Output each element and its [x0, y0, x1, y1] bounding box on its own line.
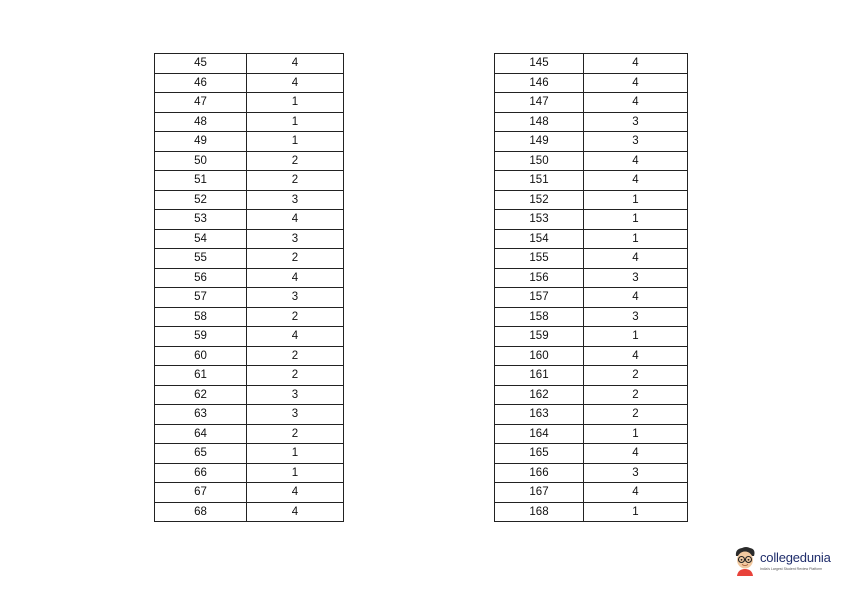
table-row: [495, 444, 688, 464]
question-number-cell: 46: [155, 73, 247, 93]
question-number-cell: 61: [155, 366, 247, 386]
answer-option-cell: 4: [584, 171, 688, 191]
question-number-cell: 162: [495, 385, 584, 405]
table-row: [495, 151, 688, 171]
answer-option-cell: 2: [584, 385, 688, 405]
question-number-cell: 166: [495, 463, 584, 483]
question-number-cell: 159: [495, 327, 584, 347]
table-row: [155, 366, 344, 386]
table-row: [155, 171, 344, 191]
question-number-cell: 161: [495, 366, 584, 386]
table-row: [495, 171, 688, 191]
answer-option-cell: 3: [247, 190, 344, 210]
question-number-cell: 160: [495, 346, 584, 366]
question-number-cell: 55: [155, 249, 247, 269]
answer-option-cell: 4: [584, 483, 688, 503]
table-row: [155, 268, 344, 288]
answer-option-cell: 1: [247, 444, 344, 464]
table-row: [155, 463, 344, 483]
answer-key-table-right: [494, 53, 688, 522]
table-row: [495, 307, 688, 327]
question-number-cell: 149: [495, 132, 584, 152]
table-row: [155, 385, 344, 405]
table-row: [495, 249, 688, 269]
answer-option-cell: 3: [584, 463, 688, 483]
question-number-cell: 45: [155, 54, 247, 74]
answer-option-cell: 3: [584, 132, 688, 152]
answer-option-cell: 1: [584, 229, 688, 249]
table-row: [495, 268, 688, 288]
answer-option-cell: 1: [584, 502, 688, 522]
question-number-cell: 147: [495, 93, 584, 113]
question-number-cell: 58: [155, 307, 247, 327]
table-row: [495, 93, 688, 113]
question-number-cell: 63: [155, 405, 247, 425]
answer-option-cell: 4: [584, 93, 688, 113]
question-number-cell: 153: [495, 210, 584, 230]
question-number-cell: 146: [495, 73, 584, 93]
table-row: [155, 483, 344, 503]
table-row: [155, 210, 344, 230]
table-row: [155, 327, 344, 347]
answer-option-cell: 4: [584, 346, 688, 366]
question-number-cell: 60: [155, 346, 247, 366]
answer-option-cell: 3: [247, 288, 344, 308]
table-row: [495, 346, 688, 366]
table-row: [155, 288, 344, 308]
table-row: [155, 112, 344, 132]
question-number-cell: 57: [155, 288, 247, 308]
question-number-cell: 148: [495, 112, 584, 132]
answer-option-cell: 4: [247, 54, 344, 74]
answer-option-cell: 1: [247, 112, 344, 132]
answer-option-cell: 2: [247, 171, 344, 191]
answer-option-cell: 4: [247, 327, 344, 347]
answer-option-cell: 2: [247, 307, 344, 327]
answer-option-cell: 1: [247, 463, 344, 483]
table-row: [495, 366, 688, 386]
question-number-cell: 51: [155, 171, 247, 191]
question-number-cell: 167: [495, 483, 584, 503]
answer-option-cell: 1: [247, 93, 344, 113]
question-number-cell: 156: [495, 268, 584, 288]
table-row: [495, 288, 688, 308]
table-row: [155, 190, 344, 210]
question-number-cell: 155: [495, 249, 584, 269]
question-number-cell: 53: [155, 210, 247, 230]
table-row: [495, 385, 688, 405]
table-row: [495, 405, 688, 425]
question-number-cell: 56: [155, 268, 247, 288]
question-number-cell: 52: [155, 190, 247, 210]
table-row: [495, 190, 688, 210]
answer-option-cell: 1: [584, 424, 688, 444]
answer-option-cell: 1: [584, 210, 688, 230]
table-row: [495, 54, 688, 74]
answer-option-cell: 2: [584, 405, 688, 425]
question-number-cell: 168: [495, 502, 584, 522]
brand-logo: [732, 546, 832, 578]
table-row: [155, 502, 344, 522]
table-row: [495, 483, 688, 503]
answer-option-cell: 2: [247, 366, 344, 386]
answer-option-cell: 3: [247, 229, 344, 249]
answer-option-cell: 1: [584, 327, 688, 347]
question-number-cell: 59: [155, 327, 247, 347]
mascot-logo-icon: [732, 546, 758, 576]
table-row: [155, 307, 344, 327]
table-row: [155, 73, 344, 93]
table-row: [155, 93, 344, 113]
question-number-cell: 47: [155, 93, 247, 113]
question-number-cell: 157: [495, 288, 584, 308]
question-number-cell: 164: [495, 424, 584, 444]
answer-option-cell: 2: [247, 151, 344, 171]
answer-option-cell: 4: [247, 73, 344, 93]
question-number-cell: 66: [155, 463, 247, 483]
answer-option-cell: 3: [584, 268, 688, 288]
table-row: [495, 424, 688, 444]
table-row: [495, 112, 688, 132]
answer-option-cell: 2: [247, 249, 344, 269]
table-row: [155, 444, 344, 464]
answer-option-cell: 4: [247, 268, 344, 288]
table-row: [155, 405, 344, 425]
table-row: [155, 424, 344, 444]
answer-key-table-left: [154, 53, 344, 522]
answer-option-cell: 4: [584, 151, 688, 171]
table-row: [495, 229, 688, 249]
answer-option-cell: 2: [247, 346, 344, 366]
question-number-cell: 50: [155, 151, 247, 171]
answer-option-cell: 4: [247, 502, 344, 522]
question-number-cell: 165: [495, 444, 584, 464]
question-number-cell: 150: [495, 151, 584, 171]
answer-option-cell: 4: [584, 54, 688, 74]
question-number-cell: 152: [495, 190, 584, 210]
question-number-cell: 145: [495, 54, 584, 74]
brand-name: collegedunia: [760, 550, 831, 565]
table-row: [495, 132, 688, 152]
question-number-cell: 62: [155, 385, 247, 405]
question-number-cell: 49: [155, 132, 247, 152]
answer-option-cell: 4: [247, 483, 344, 503]
table-row: [155, 151, 344, 171]
question-number-cell: 154: [495, 229, 584, 249]
answer-option-cell: 4: [584, 249, 688, 269]
answer-option-cell: 3: [584, 112, 688, 132]
answer-option-cell: 2: [247, 424, 344, 444]
question-number-cell: 67: [155, 483, 247, 503]
answer-option-cell: 2: [584, 366, 688, 386]
table-row: [155, 346, 344, 366]
answer-option-cell: 1: [247, 132, 344, 152]
table-row: [495, 210, 688, 230]
question-number-cell: 151: [495, 171, 584, 191]
answer-option-cell: 4: [584, 288, 688, 308]
question-number-cell: 54: [155, 229, 247, 249]
table-row: [155, 54, 344, 74]
brand-tagline: India's Largest Student Review Platform: [760, 567, 823, 571]
answer-option-cell: 4: [584, 444, 688, 464]
table-row: [495, 327, 688, 347]
question-number-cell: 48: [155, 112, 247, 132]
answer-option-cell: 1: [584, 190, 688, 210]
table-row: [155, 229, 344, 249]
question-number-cell: 64: [155, 424, 247, 444]
table-row: [495, 502, 688, 522]
answer-option-cell: 4: [584, 73, 688, 93]
answer-option-cell: 3: [584, 307, 688, 327]
question-number-cell: 163: [495, 405, 584, 425]
question-number-cell: 65: [155, 444, 247, 464]
question-number-cell: 158: [495, 307, 584, 327]
answer-option-cell: 3: [247, 385, 344, 405]
table-row: [155, 132, 344, 152]
answer-option-cell: 3: [247, 405, 344, 425]
table-row: [155, 249, 344, 269]
table-row: [495, 73, 688, 93]
table-row: [495, 463, 688, 483]
question-number-cell: 68: [155, 502, 247, 522]
answer-option-cell: 4: [247, 210, 344, 230]
